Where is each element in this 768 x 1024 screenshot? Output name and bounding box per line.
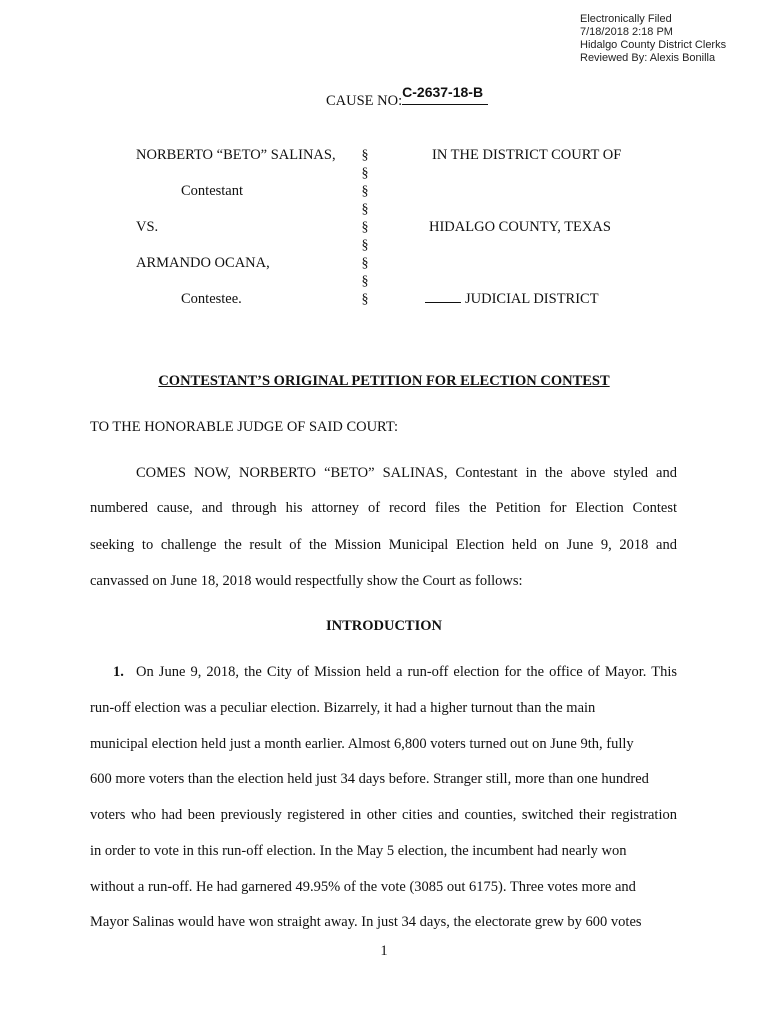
section-mark: §	[361, 274, 369, 289]
contestant-role: Contestant	[181, 183, 244, 199]
stamp-line: Electronically Filed	[580, 13, 672, 25]
document-title-text: CONTESTANT’S ORIGINAL PETITION FOR ELECTION CONTEST	[158, 373, 610, 389]
section-heading: INTRODUCTION	[325, 618, 442, 634]
intro-line-1: COMES NOW, NORBERTO “BETO” SALINAS, Contestant in the above styled and	[136, 465, 677, 481]
paragraph-line: in order to vote in this run-off election. In the May 5 election, the incumbent had nearly won	[90, 843, 627, 859]
paragraph-line: without a run-off. He had garnered 49.95% of the vote (3085 out 6175). Three votes more and	[90, 879, 636, 895]
section-mark: §	[361, 202, 369, 217]
salutation: TO THE HONORABLE JUDGE OF SAID COURT:	[90, 419, 399, 435]
court-line-2: HIDALGO COUNTY, TEXAS	[429, 219, 611, 235]
court-line-3	[425, 291, 599, 308]
intro-line-3: seeking to challenge the result of the Mission Municipal Election held on June 9, 2018 and	[90, 537, 677, 553]
paragraph-line: voters who had been previously registered in other cities and counties, switched their registration	[90, 807, 677, 823]
section-mark: §	[361, 238, 369, 253]
paragraph-line: municipal election held just a month earlier. Almost 6,800 voters turned out on June 9th, fully	[90, 736, 634, 752]
contestant-name: NORBERTO “BETO” SALINAS,	[136, 147, 336, 163]
cause-number-line	[326, 84, 488, 110]
cause-number: C-2637-18-B	[402, 84, 484, 100]
contestee-role: Contestee.	[181, 291, 242, 307]
section-mark: §	[361, 292, 369, 307]
section-mark: §	[361, 148, 369, 163]
versus-label: VS.	[136, 219, 159, 235]
section-mark: §	[361, 184, 369, 199]
page-number: 1	[380, 943, 388, 959]
court-line-1: IN THE DISTRICT COURT OF	[432, 147, 622, 163]
court-line-3-text: JUDICIAL DISTRICT	[465, 291, 599, 307]
section-mark: §	[361, 256, 369, 271]
stamp-line: 7/18/2018 2:18 PM	[580, 26, 673, 38]
document-title	[0, 373, 768, 390]
section-mark: §	[361, 220, 369, 235]
paragraph-line: run-off election was a peculiar election. Bizarrely, it had a higher turnout than the main	[90, 700, 596, 716]
section-mark: §	[361, 166, 369, 181]
stamp-line: Reviewed By: Alexis Bonilla	[580, 52, 716, 64]
intro-line-4: canvassed on June 18, 2018 would respectfully show the Court as follows:	[90, 573, 523, 589]
paragraph-number: 1.	[113, 664, 124, 680]
district-blank	[425, 291, 461, 303]
cause-blank	[402, 84, 488, 105]
section-marks-column	[359, 147, 371, 309]
filing-stamp	[580, 13, 726, 65]
cause-label: CAUSE NO:	[326, 93, 403, 109]
intro-line-2: numbered cause, and through his attorney of record files the Petition for Election Contest	[90, 500, 677, 516]
paragraph-line: On June 9, 2018, the City of Mission held a run-off election for the office of Mayor. This	[136, 664, 677, 680]
contestee-name: ARMANDO OCANA,	[136, 255, 270, 271]
stamp-line: Hidalgo County District Clerks	[580, 39, 727, 51]
paragraph-line: Mayor Salinas would have won straight away. In just 34 days, the electorate grew by 600 votes	[90, 914, 642, 930]
paragraph-line: 600 more voters than the election held just 34 days before. Stranger still, more than one hundred	[90, 771, 649, 787]
